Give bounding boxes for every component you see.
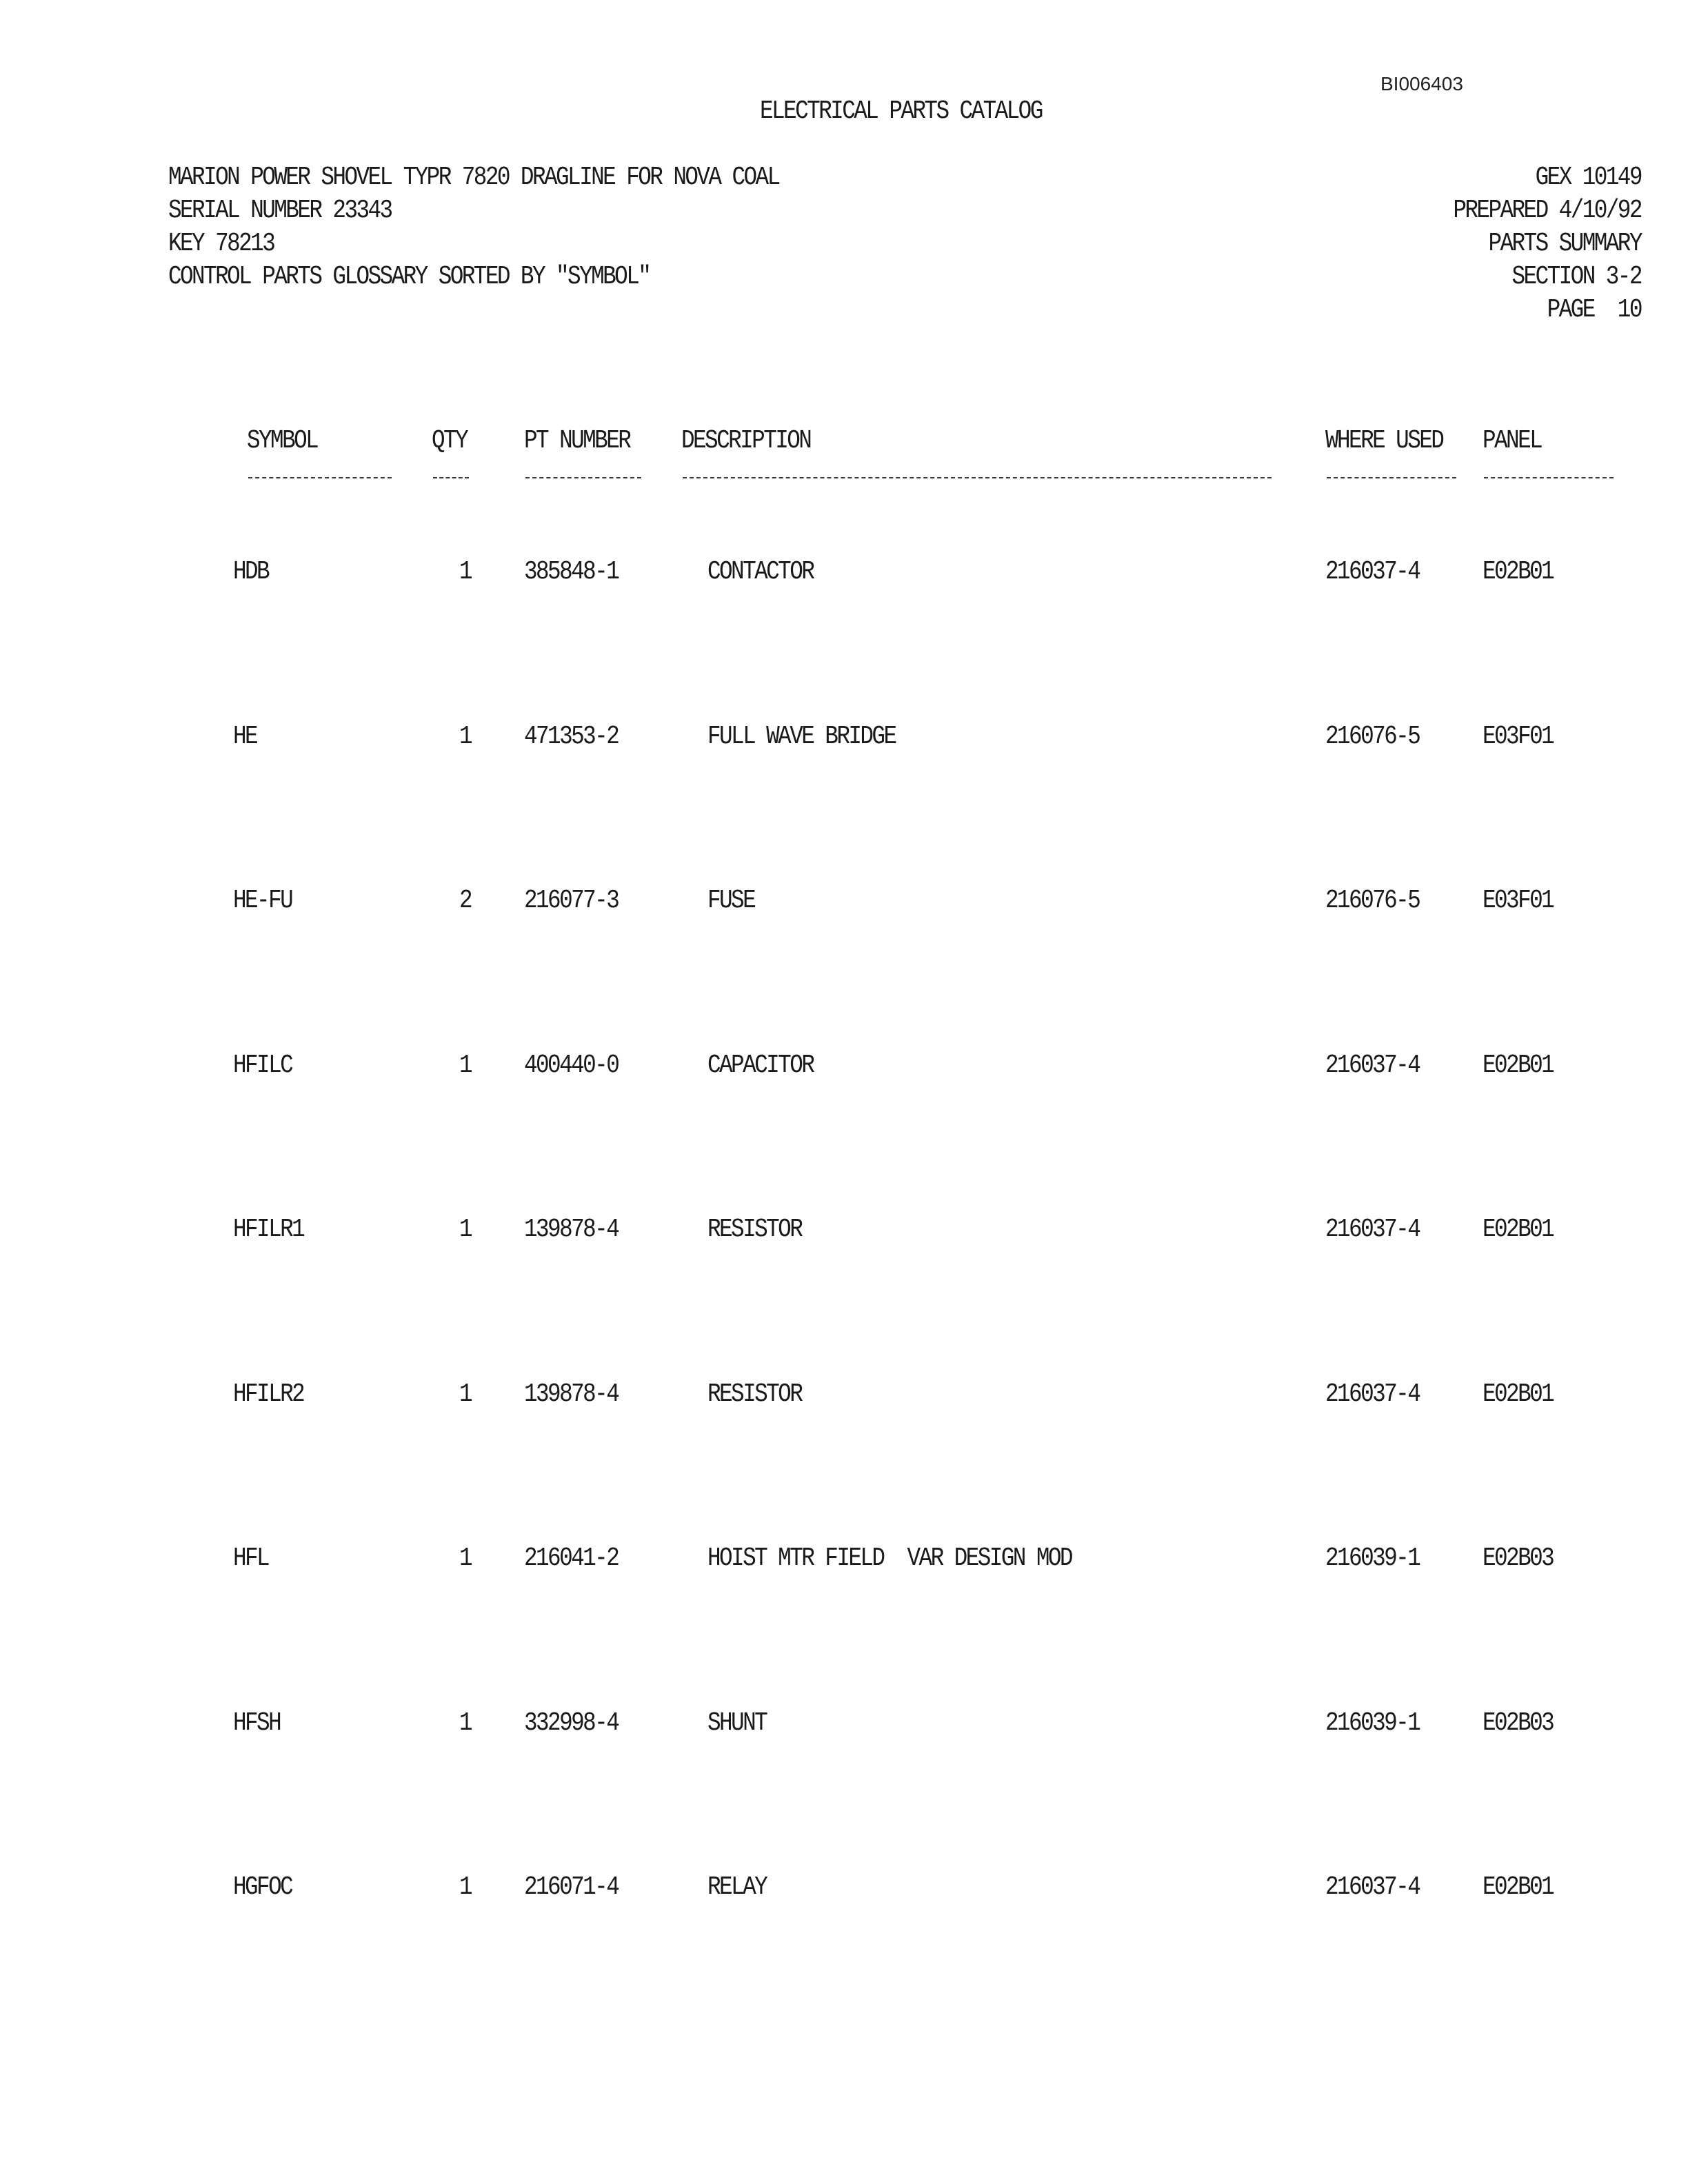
- panel-cell: E03F01: [1483, 722, 1554, 751]
- qty-underline: [433, 477, 469, 478]
- serial-number-line: SERIAL NUMBER 23343: [168, 196, 392, 225]
- qty-cell: 1: [459, 1708, 472, 1738]
- table-row: [0, 557, 1688, 592]
- where-used-cell: 216037-4: [1325, 1872, 1420, 1902]
- qty-cell: 2: [459, 886, 472, 916]
- panel-cell: E02B01: [1483, 557, 1554, 587]
- description-cell: HOIST MTR FIELD VAR DESIGN MOD: [707, 1544, 1072, 1573]
- panel-cell: E02B01: [1483, 1051, 1554, 1080]
- where-used-cell: 216037-4: [1325, 1379, 1420, 1409]
- col-header-qty: QTY: [432, 426, 468, 456]
- document-id: BI006403: [1380, 73, 1463, 94]
- pt-number-cell: 332998-4: [524, 1708, 619, 1738]
- table-row: [0, 1872, 1688, 1907]
- pt-number-cell: 139878-4: [524, 1215, 619, 1244]
- section-label: SECTION 3-2: [1511, 262, 1641, 292]
- pt-number-cell: 216041-2: [524, 1544, 619, 1573]
- table-row: [0, 1051, 1688, 1085]
- parts-summary-label: PARTS SUMMARY: [1488, 229, 1641, 259]
- glossary-line: CONTROL PARTS GLOSSARY SORTED BY "SYMBOL": [168, 262, 650, 292]
- pt-number-cell: 471353-2: [524, 722, 619, 751]
- qty-cell: 1: [459, 1379, 472, 1409]
- prepared-date: PREPARED 4/10/92: [1453, 196, 1641, 225]
- col-header-description: DESCRIPTION: [681, 426, 811, 456]
- qty-cell: 1: [459, 1872, 472, 1902]
- header-left: [168, 161, 878, 294]
- symbol-underline: [248, 477, 392, 478]
- qty-cell: 1: [459, 722, 472, 751]
- pt-number-underline: [525, 477, 641, 478]
- panel-cell: E02B01: [1483, 1215, 1554, 1244]
- panel-cell: E03F01: [1483, 886, 1554, 916]
- pt-number-cell: 385848-1: [524, 557, 619, 587]
- description-cell: RESISTOR: [707, 1215, 802, 1244]
- qty-cell: 1: [459, 1051, 472, 1080]
- gex-number: GEX 10149: [1535, 163, 1641, 192]
- pt-number-cell: 216071-4: [524, 1872, 619, 1902]
- where-used-cell: 216039-1: [1325, 1708, 1420, 1738]
- table-row: [0, 1544, 1688, 1578]
- qty-cell: 1: [459, 1544, 472, 1573]
- description-cell: RESISTOR: [707, 1379, 802, 1409]
- table-row: [0, 1708, 1688, 1743]
- header-right: [1423, 161, 1641, 327]
- where-used-cell: 216037-4: [1325, 1215, 1420, 1244]
- qty-cell: 1: [459, 1215, 472, 1244]
- where-used-cell: 216037-4: [1325, 557, 1420, 587]
- description-cell: CAPACITOR: [707, 1051, 814, 1080]
- symbol-cell: HDB: [233, 557, 269, 587]
- description-cell: FUSE: [707, 886, 755, 916]
- table-row: [0, 1215, 1688, 1249]
- where-used-cell: 216076-5: [1325, 722, 1420, 751]
- catalog-title: ELECTRICAL PARTS CATALOG: [760, 97, 1042, 126]
- table-row: [0, 886, 1688, 920]
- description-cell: CONTACTOR: [707, 557, 814, 587]
- col-header-pt-number: PT NUMBER: [524, 426, 630, 456]
- symbol-cell: HE-FU: [233, 886, 292, 916]
- pt-number-cell: 400440-0: [524, 1051, 619, 1080]
- symbol-cell: HE: [233, 722, 257, 751]
- machine-line: MARION POWER SHOVEL TYPR 7820 DRAGLINE FOR NOVA COAL: [168, 163, 779, 192]
- pt-number-cell: 216077-3: [524, 886, 619, 916]
- col-header-panel: PANEL: [1483, 426, 1542, 456]
- col-header-symbol: SYMBOL: [247, 426, 318, 456]
- symbol-cell: HFILR2: [233, 1379, 304, 1409]
- panel-underline: [1484, 477, 1614, 478]
- symbol-cell: HFL: [233, 1544, 269, 1573]
- symbol-cell: HFSH: [233, 1708, 281, 1738]
- where-used-cell: 216037-4: [1325, 1051, 1420, 1080]
- description-cell: RELAY: [707, 1872, 767, 1902]
- symbol-cell: HGFOC: [233, 1872, 292, 1902]
- header-underline-row: [0, 462, 1688, 496]
- panel-cell: E02B01: [1483, 1379, 1554, 1409]
- panel-cell: E02B01: [1483, 1872, 1554, 1902]
- panel-cell: E02B03: [1483, 1708, 1554, 1738]
- description-underline: [683, 477, 1272, 478]
- where-used-underline: [1327, 477, 1456, 478]
- panel-cell: E02B03: [1483, 1544, 1554, 1573]
- page-number: PAGE 10: [1547, 295, 1641, 325]
- table-row: [0, 1379, 1688, 1414]
- where-used-cell: 216039-1: [1325, 1544, 1420, 1573]
- key-line: KEY 78213: [168, 229, 274, 259]
- col-header-where-used: WHERE USED: [1325, 426, 1443, 456]
- qty-cell: 1: [459, 557, 472, 587]
- description-cell: FULL WAVE BRIDGE: [707, 722, 896, 751]
- symbol-cell: HFILC: [233, 1051, 292, 1080]
- column-headers: [0, 426, 1688, 461]
- pt-number-cell: 139878-4: [524, 1379, 619, 1409]
- symbol-cell: HFILR1: [233, 1215, 304, 1244]
- where-used-cell: 216076-5: [1325, 886, 1420, 916]
- description-cell: SHUNT: [707, 1708, 767, 1738]
- table-row: [0, 722, 1688, 756]
